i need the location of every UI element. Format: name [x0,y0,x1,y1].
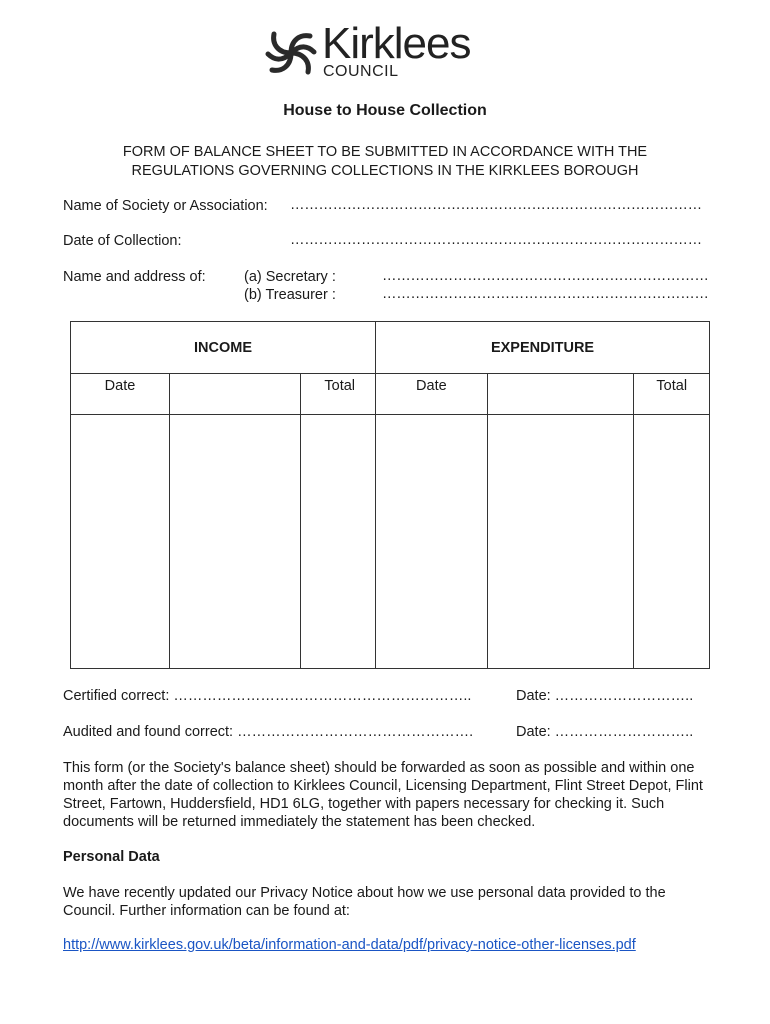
income-description-cell[interactable] [170,415,301,669]
logo-subtitle: COUNCIL [323,63,399,80]
privacy-notice-link[interactable]: http://www.kirklees.gov.uk/beta/information-and-data/pdf/privacy-notice-other-licenses.pdf [63,937,636,953]
balance-sheet-table [70,321,710,669]
audited-correct-field[interactable]: Audited and found correct: …………………………………………. [63,724,474,740]
expenditure-header: EXPENDITURE [376,322,710,374]
kirklees-logo-icon [264,26,318,80]
income-description-header [170,374,301,415]
subtitle-line-1: FORM OF BALANCE SHEET TO BE SUBMITTED IN ACCORDANCE WITH THE [122,144,648,160]
expenditure-total-header: Total [634,374,710,415]
income-date-header: Date [71,374,170,415]
logo-wordmark: Kirklees [322,19,471,68]
expenditure-total-cell[interactable] [634,415,710,669]
page-title: House to House Collection [283,102,487,119]
certified-date-field[interactable]: Date: ……………………….. [516,688,694,704]
personal-data-body: We have recently updated our Privacy Notice about how we use personal data provided to the Council. Further information can be found at: [63,885,666,919]
income-total-header: Total [301,374,376,415]
expenditure-description-cell[interactable] [488,415,634,669]
income-date-cell[interactable] [71,415,170,669]
secretary-label: (a) Secretary : [244,269,336,285]
personal-data-heading: Personal Data [63,849,160,865]
income-header: INCOME [71,322,376,374]
form-subtitle [0,143,770,181]
expenditure-date-header: Date [376,374,488,415]
expenditure-description-header [488,374,634,415]
certified-correct-field[interactable]: Certified correct: …………………………………………………….. [63,688,472,704]
secretary-field[interactable]: …………………………………………………………… [382,268,709,284]
treasurer-label: (b) Treasurer : [244,287,336,303]
society-name-field[interactable]: …………………………………………………………………………… [290,197,702,213]
treasurer-field[interactable]: …………………………………………………………… [382,286,709,302]
society-name-label: Name of Society or Association: [63,198,268,214]
collection-date-label: Date of Collection: [63,233,182,249]
income-total-cell[interactable] [301,415,376,669]
expenditure-date-cell[interactable] [376,415,488,669]
submission-instructions: This form (or the Society's balance sheet) should be forwarded as soon as possible and within one month after the date of collection to Kirklees Council, Licensing Department, Flint Street Depot, Flint Street, Fartown, Huddersfield, HD1 6LG, together with papers necessary for checking it. Such documents will be returned immediately the statement has been checked. [63,760,703,830]
audited-date-field[interactable]: Date: ……………………….. [516,724,694,740]
subtitle-line-2: REGULATIONS GOVERNING COLLECTIONS IN THE KIRKLEES BOROUGH [131,163,639,179]
name-address-label: Name and address of: [63,269,206,285]
collection-date-field[interactable]: …………………………………………………………………………… [290,232,702,248]
